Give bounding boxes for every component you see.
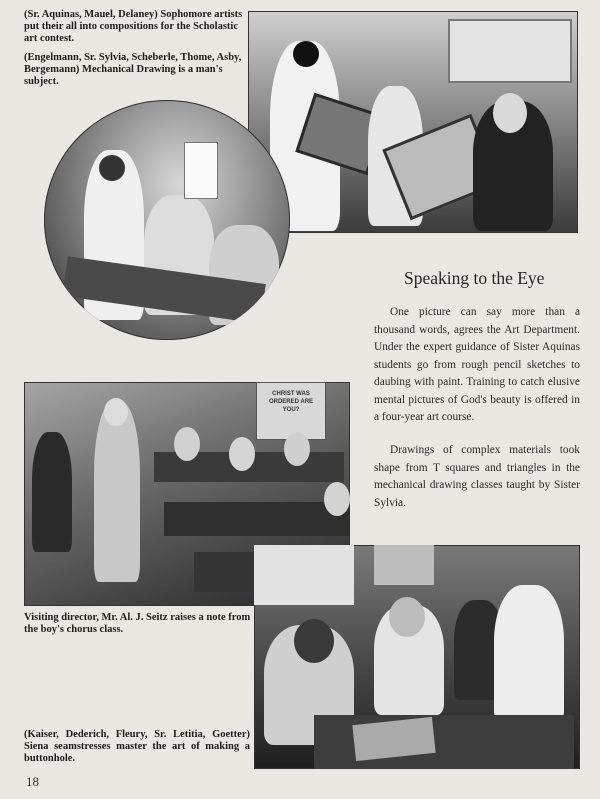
article-paragraph-2: Drawings of complex materials took shape from T squares and triangles in the mechanical drawing classes taught by Sister Sylvia. [374, 444, 580, 509]
photo-mechanical-drawing-oval [44, 100, 290, 340]
page-number: 18 [26, 774, 39, 789]
caption-mechanical-drawing: (Engelmann, Sr. Sylvia, Scheberle, Thome, Asby, Bergemann) Mechanical Drawing is a man's subject. [24, 52, 242, 87]
chalkboard-sign: CHRIST WAS ORDERED ARE YOU? [268, 391, 314, 413]
article-title: Speaking to the Eye [404, 268, 545, 288]
caption-siena-seamstresses: (Kaiser, Dederich, Fleury, Sr. Letitia, Goetter) Siena seamstresses master the art of making a buttonhole. [24, 729, 250, 764]
photo-art-students-easels [248, 11, 578, 233]
caption-chorus-director: Visiting director, Mr. Al. J. Seitz raises a note from the boy's chorus class. [24, 612, 251, 635]
photo-sewing-class [254, 545, 580, 769]
article-paragraph-1: One picture can say more than a thousand words, agrees the Art Department. Under the expert guidance of Sister Aquinas students go from rough pencil sketches to daubing with paint. Training to catch elusive mental pictures of God's beauty is offered in a four-year art course. [374, 306, 580, 423]
caption-sophomore-artists: (Sr. Aquinas, Mauel, Delaney) Sophomore artists put their all into compositions for the Scholastic art contest. [24, 9, 243, 44]
